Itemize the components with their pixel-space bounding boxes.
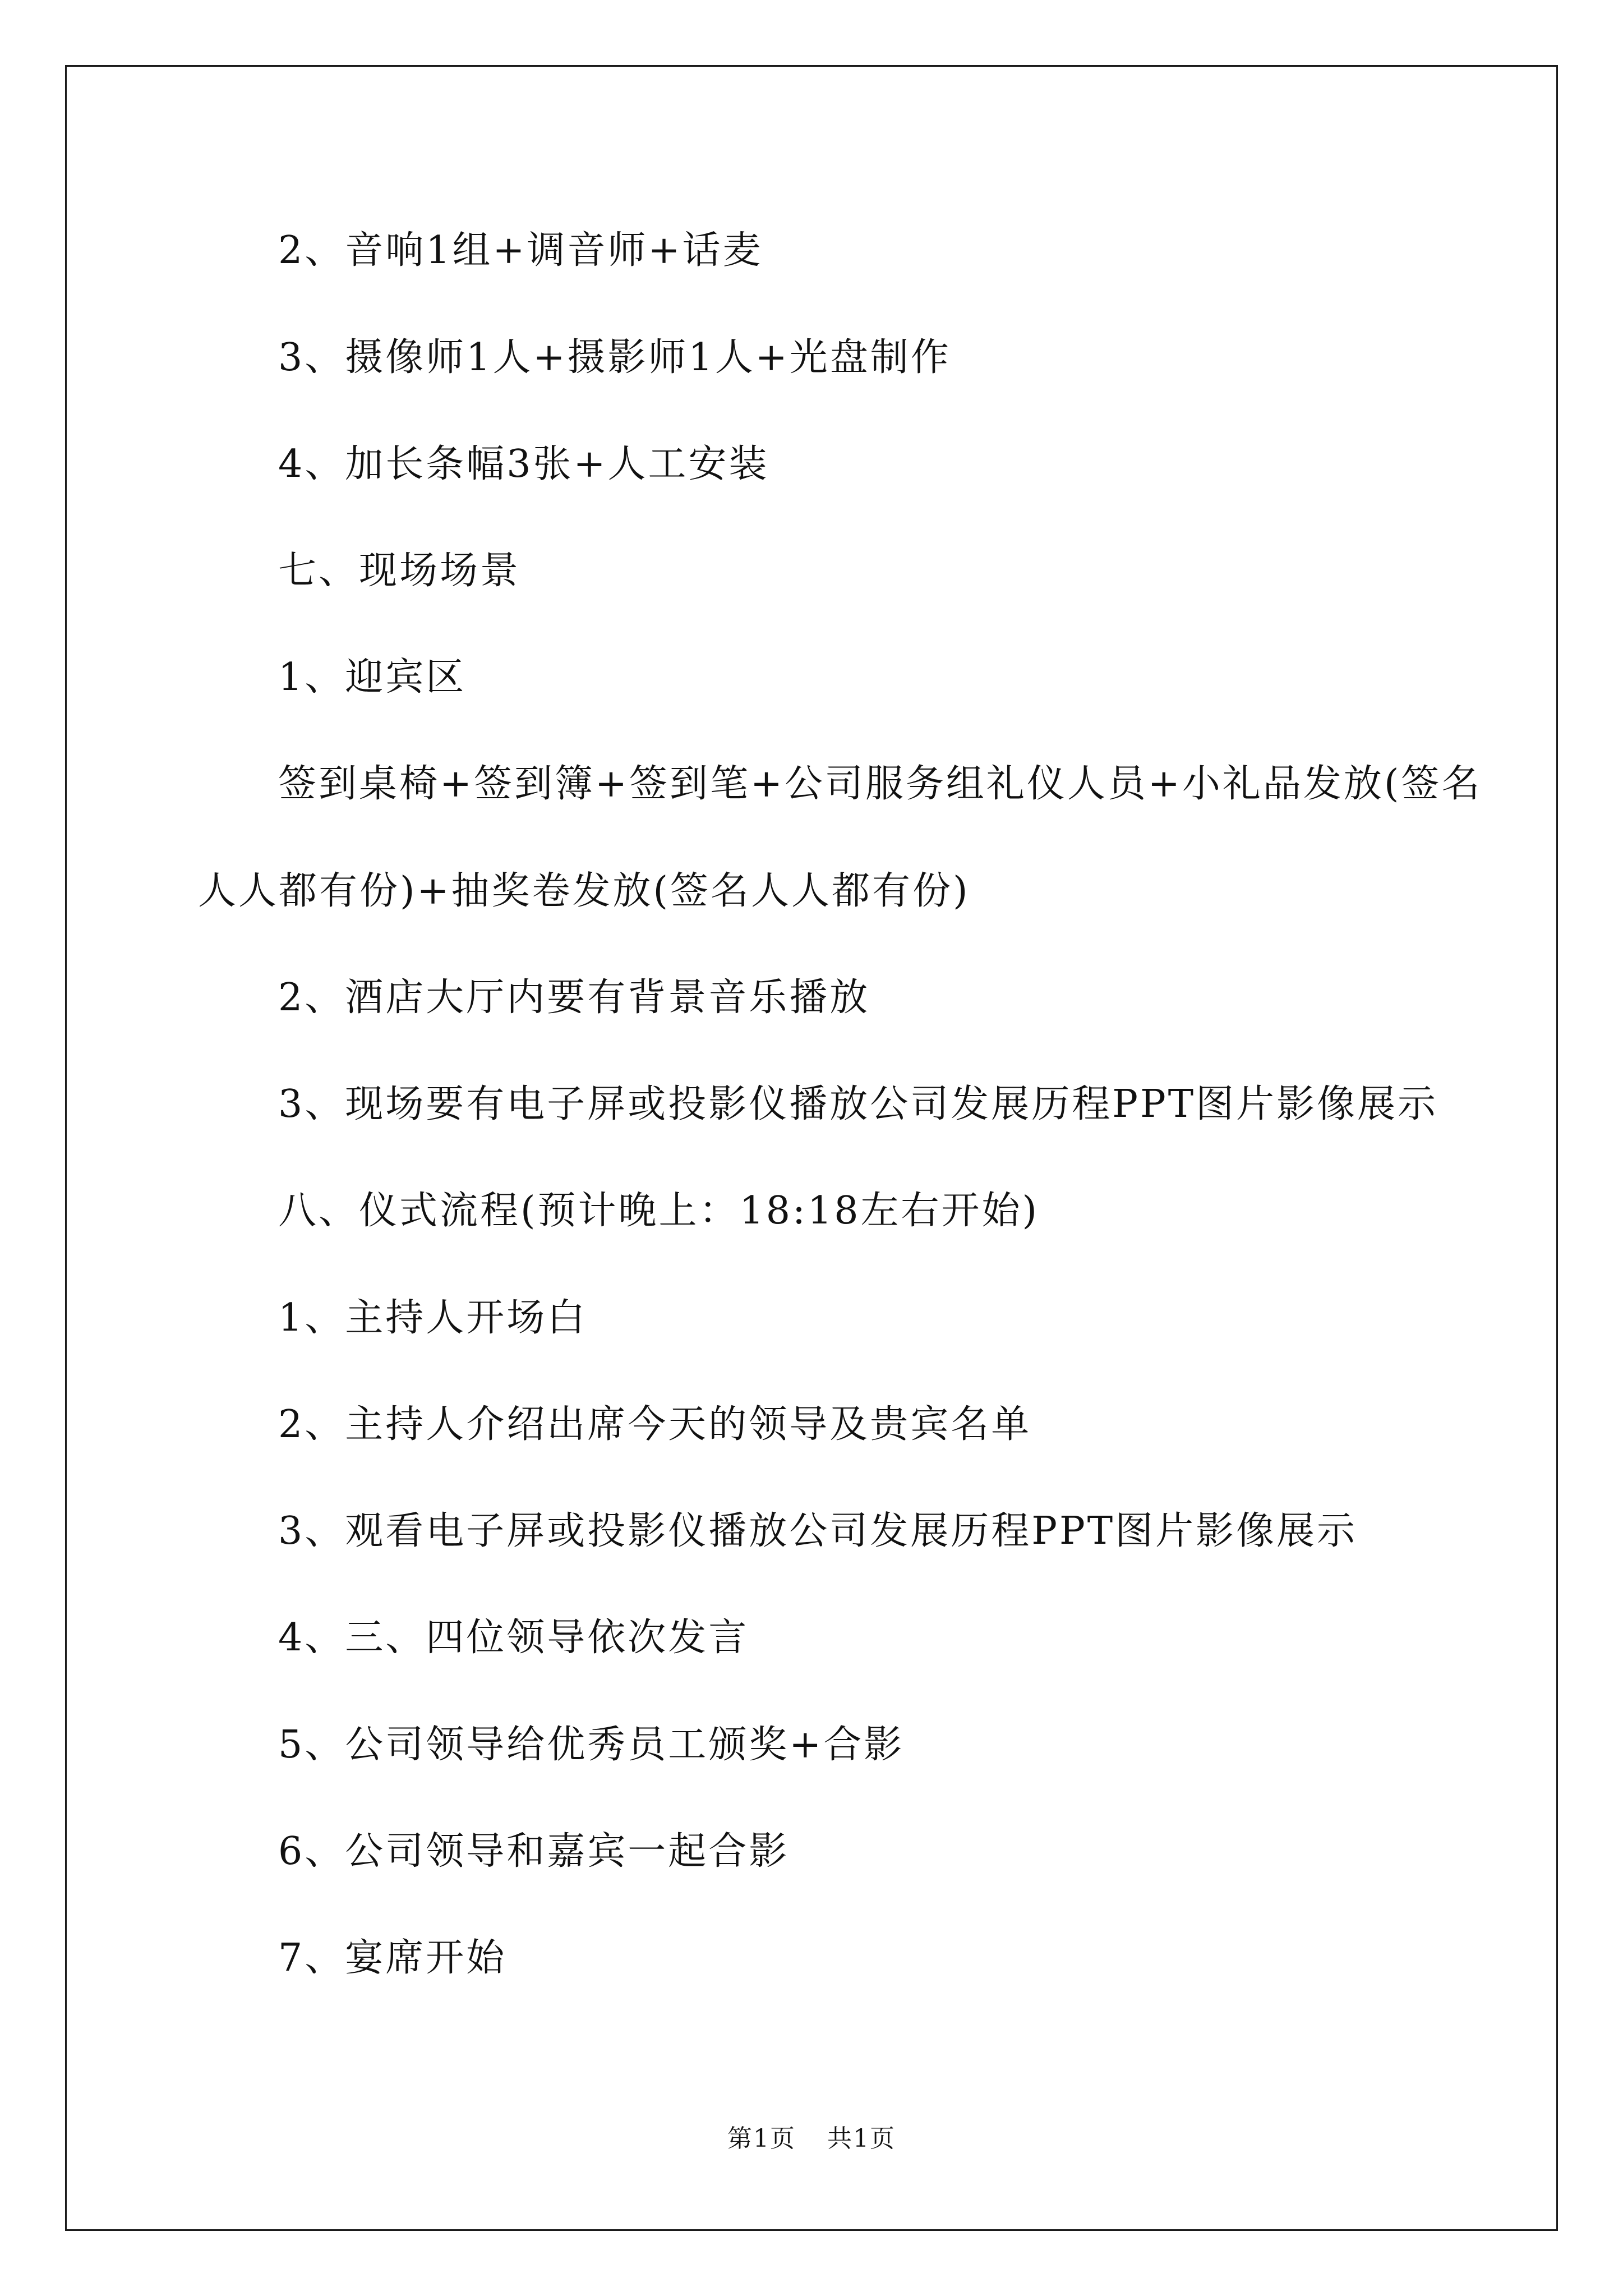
paragraph-awards: 5、公司领导给优秀员工颁奖+合影 <box>278 1723 905 1767</box>
paragraph-host-opening: 1、主持人开场白 <box>278 1296 588 1340</box>
paragraph-audio: 2、音响1组+调音师+话麦 <box>278 228 763 273</box>
page-footer <box>0 2124 1623 2153</box>
paragraph-host-intro: 2、主持人介绍出席今天的领导及贵宾名单 <box>278 1402 1032 1447</box>
paragraph-banquet: 7、宴席开始 <box>278 1936 507 1980</box>
paragraph-leader-speeches: 4、三、四位领导依次发言 <box>278 1616 749 1660</box>
paragraph-watch-screen: 3、观看电子屏或投影仪播放公司发展历程PPT图片影像展示 <box>278 1509 1358 1553</box>
paragraph-camera: 3、摄像师1人+摄影师1人+光盘制作 <box>278 335 951 380</box>
paragraph-welcome-area: 1、迎宾区 <box>278 655 467 700</box>
section-heading-ceremony: 八、仪式流程(预计晚上：18:18左右开始) <box>278 1189 1040 1233</box>
paragraph-signin-line1: 签到桌椅+签到簿+签到笔+公司服务组礼仪人员+小礼品发放(签名 <box>278 762 1482 806</box>
page-number-current: 第1页 <box>727 2124 796 2153</box>
paragraph-group-photo: 6、公司领导和嘉宾一起合影 <box>278 1829 790 1874</box>
page-number-total: 共1页 <box>827 2124 896 2153</box>
paragraph-lobby-music: 2、酒店大厅内要有背景音乐播放 <box>278 976 870 1020</box>
paragraph-screen-display: 3、现场要有电子屏或投影仪播放公司发展历程PPT图片影像展示 <box>278 1082 1438 1126</box>
section-heading-scene: 七、现场场景 <box>278 549 521 593</box>
paragraph-signin-line2: 人人都有份)+抽奖卷发放(签名人人都有份) <box>198 869 970 913</box>
paragraph-banner: 4、加长条幅3张+人工安装 <box>278 442 769 486</box>
page-border <box>65 65 1558 2231</box>
